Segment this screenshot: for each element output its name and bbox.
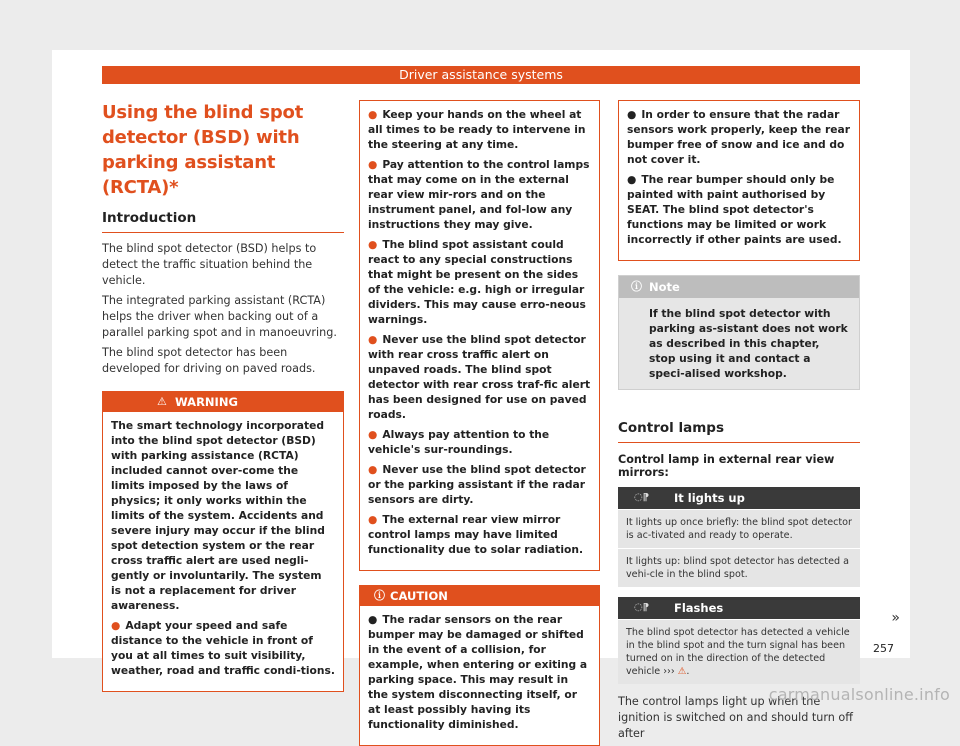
list-item: ● The blind spot assistant could react to any special constructions that might be present on the sides of the vehicle: e.g. high or irregular dividers. This may cause erro-neous warnings. [368, 238, 586, 326]
bullet-dot-icon: ● [627, 108, 637, 121]
caution-continued-box [618, 100, 860, 261]
lamp-table-flashes [618, 597, 860, 684]
lamp-header: ◌⁋ Flashes [618, 597, 860, 619]
blind-spot-lamp-icon: ◌⁋ [634, 492, 650, 503]
list-item: ● The external rear view mirror control lamps may have limited functionality due to solar radiation. [368, 513, 584, 556]
caution-box [359, 585, 600, 746]
follow-paragraph: The control lamps light up when the ignition is switched on and should turn off after [618, 695, 853, 740]
bullet-dot-icon: ● [368, 463, 378, 476]
bullet-dot-icon: ● [368, 513, 378, 526]
column-1 [102, 100, 344, 692]
caution-title [360, 586, 599, 606]
lamp-table-lights-up [618, 487, 860, 587]
bullet-dot-icon: ● [368, 108, 378, 121]
list-item: ● The rear bumper should only be painted with paint authorised by SEAT. The blind spot detector's functions may be limited or work incorrectly if other paints are used. [627, 173, 842, 246]
list-item: ● Keep your hands on the wheel at all times to be ready to intervene in the steering at any time. [368, 108, 586, 151]
section-header: Driver assistance systems [102, 66, 860, 84]
caution-body [360, 606, 599, 745]
list-item: ● Never use the blind spot detector with rear cross traffic alert on unpaved roads. The blind spot detector with rear cross traf-fic alert has been designed for use on paved roads. [368, 333, 591, 421]
note-label: Note [649, 280, 680, 294]
intro-paragraph-1: The blind spot detector (BSD) helps to detect the traffic situation behind the vehicle. [102, 242, 317, 287]
bullet-dot-icon: ● [368, 333, 378, 346]
list-item: ● Always pay attention to the vehicle's sur-roundings. [368, 428, 550, 456]
caution-label: CAUTION [390, 589, 448, 603]
list-item: ● Never use the blind spot detector or the parking assistant if the radar sensors are dirty. [368, 463, 586, 506]
bullet-dot-icon: ● [368, 158, 378, 171]
lamp-header: ◌⁋ It lights up [618, 487, 860, 509]
info-circle-icon: ⓘ [374, 589, 385, 602]
subtitle-introduction: Introduction [102, 210, 344, 233]
bullet-dot-icon: ● [368, 428, 378, 441]
intro-paragraph-3: The blind spot detector has been developed for driving on paved roads. [102, 346, 316, 375]
watermark: carmanualsonline.info [768, 685, 950, 704]
list-item: ● Pay attention to the control lamps that may come on in the external rear view mir-rors and on the instrument panel, and fol-low any instructions they may give. [368, 158, 590, 231]
warning-continued-body [360, 101, 599, 570]
page-number: 257 [873, 642, 894, 655]
warning-label: WARNING [175, 395, 238, 409]
warning-body [103, 412, 343, 691]
lamp-intro: Control lamp in external rear view mirrors: [618, 453, 835, 479]
warning-continued-box [359, 100, 600, 571]
caution-continued-body [619, 101, 859, 260]
warning-bullet: ● Adapt your speed and safe distance to the vehicle in front of you at all times to suit visibility, weather, road and traffic condi-tions. [111, 619, 335, 677]
section-title-control-lamps: Control lamps [618, 420, 860, 443]
column-3 [618, 100, 860, 742]
continued-arrow: » [891, 610, 900, 626]
warning-triangle-icon: ⚠ [677, 666, 687, 677]
caution-bullet: ● The radar sensors on the rear bumper may be damaged or shifted in the event of a collision, for example, when entering or exiting a parking space. This may result in the system disconnecting itself, or at least possibly having its functionality diminished. [368, 613, 588, 731]
warning-title [103, 392, 343, 412]
bullet-dot-icon: ● [368, 613, 378, 626]
blind-spot-lamp-icon: ◌⁋ [634, 602, 650, 613]
table-row: It lights up: blind spot detector has detected a vehi-cle in the blind spot. [618, 549, 860, 587]
warning-box [102, 391, 344, 692]
bullet-dot-icon: ● [368, 238, 378, 251]
page-title: Using the blind spot detector (BSD) with parking assistant (RCTA)* [102, 102, 304, 198]
info-icon: ⓘ [631, 280, 642, 293]
table-row: The blind spot detector has detected a vehicle in the blind spot and the turn signal has been turned on in the direction of the detected vehicle ››› ⚠. [618, 620, 860, 684]
table-row: It lights up once briefly: the blind spot detector is ac-tivated and ready to operate. [618, 510, 860, 548]
intro-paragraph-2: The integrated parking assistant (RCTA) helps the driver when backing out of a parallel parking spot and in manoeuvring. [102, 294, 337, 339]
warning-triangle-icon: ⚠ [157, 395, 167, 408]
bullet-dot-icon: ● [627, 173, 637, 186]
note-box [618, 275, 860, 390]
list-item: ● In order to ensure that the radar sensors work properly, keep the rear bumper free of snow and ice and do not cover it. [627, 108, 850, 166]
warning-text: The smart technology incorporated into the blind spot detector (BSD) with parking assistance (RCTA) included cannot over-come the limits imposed by the laws of physics; it only works within the limits of the system. Accidents and severe injury may occur if the blind spot detection system or the rear cross traffic alert are used negli-gently or involuntarily. The system is not a replacement for driver awareness. [111, 419, 325, 612]
note-text: If the blind spot detector with parking as-sistant does not work as described in this chapter, stop using it and contact a speci-alised workshop. [649, 307, 848, 380]
bullet-dot-icon: ● [111, 619, 121, 632]
note-title [619, 276, 859, 298]
column-2 [359, 100, 600, 746]
